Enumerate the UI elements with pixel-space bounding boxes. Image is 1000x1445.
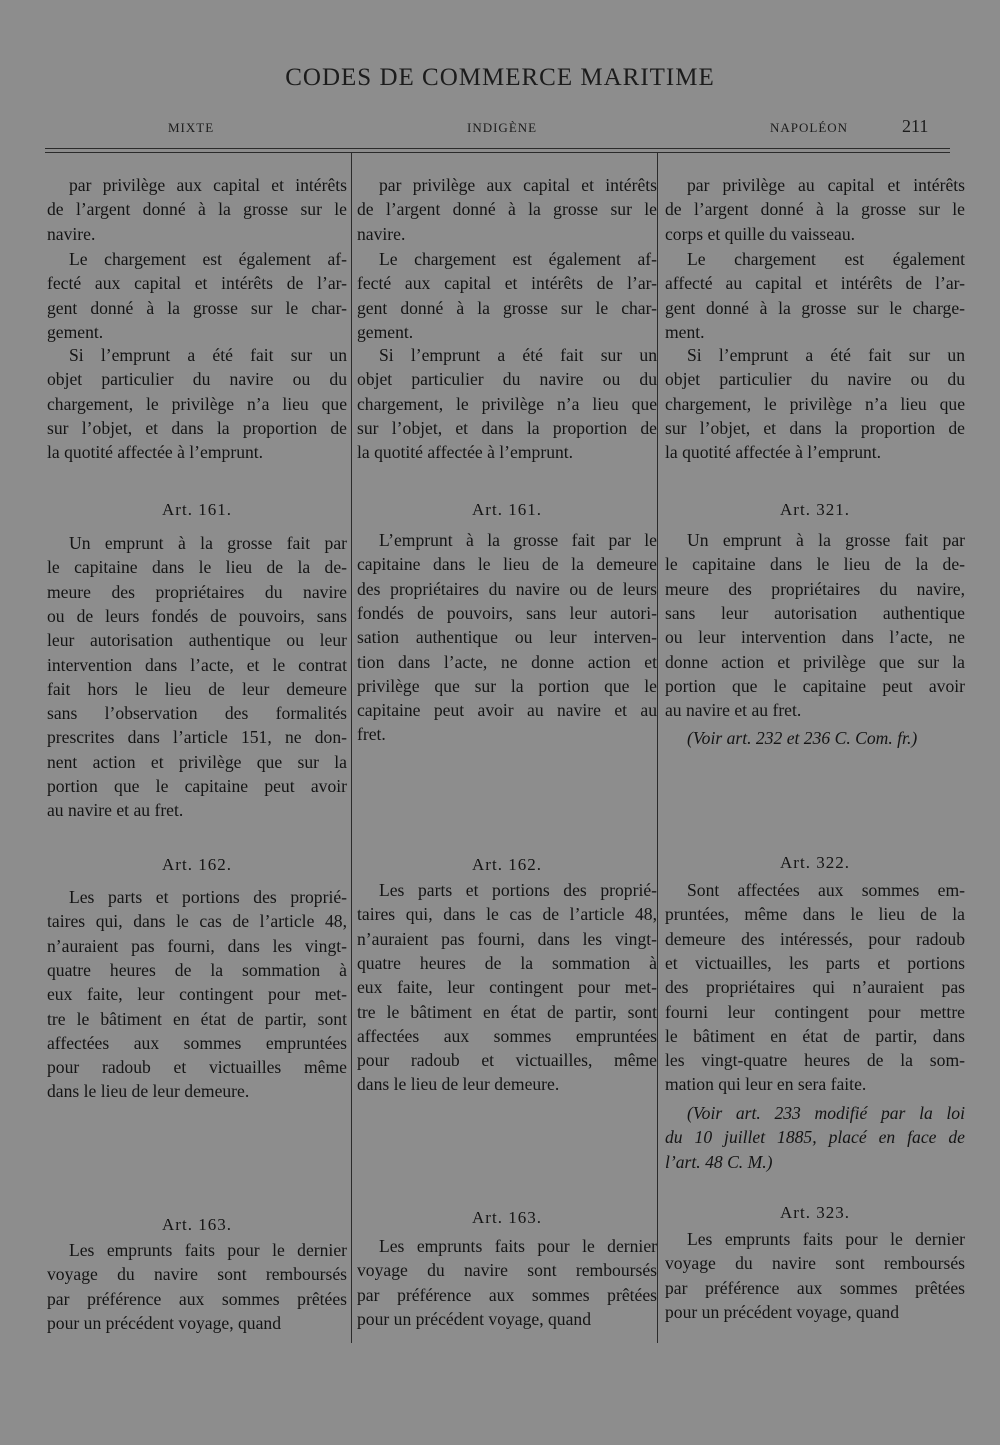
- text-line: fecté aux capital et intérêts de l’ar-: [47, 273, 347, 294]
- text-line: la quotité affectée à l’emprunt.: [357, 442, 574, 463]
- text-line: voyage du navire sont remboursés: [357, 1260, 657, 1281]
- article-heading: Art. 161.: [162, 500, 232, 519]
- text-line: capitaine peut avoir au navire et au: [357, 700, 657, 721]
- text-line: ou de leurs fondés de pouvoirs, sans: [47, 605, 347, 626]
- column-heading-mixte: MIXTE: [168, 120, 215, 135]
- citation-note-line: l’art. 48 C. M.): [665, 1151, 773, 1172]
- text-line: dans le lieu de leur demeure.: [357, 1074, 560, 1095]
- text-line: sans leur autorisation authentique: [665, 602, 965, 623]
- text-line: ment.: [665, 321, 705, 342]
- text-line: nent action et privilège que sur la: [47, 751, 347, 772]
- text-line: n’auraient pas fourni, dans les vingt-: [357, 928, 657, 949]
- text-line: voyage du navire sont remboursés: [47, 1264, 347, 1285]
- text-line: objet particulier du navire ou du: [357, 369, 657, 390]
- article-heading: Art. 322.: [780, 853, 850, 872]
- text-line: par privilège aux capital et intérêts: [379, 175, 657, 195]
- text-line: pour un précédent voyage, quand: [47, 1312, 282, 1333]
- text-line: pour un précédent voyage, quand: [665, 1301, 900, 1322]
- text-line: au navire et au fret.: [47, 800, 184, 821]
- text-line: Si l’emprunt a été fait sur un: [687, 345, 965, 365]
- text-line: de l’argent donné à la grosse sur le: [665, 199, 965, 220]
- text-line: capitaine dans le lieu de la demeure: [357, 554, 657, 575]
- text-line: de l’argent donné à la grosse sur le: [47, 199, 347, 220]
- text-line: meure des propriétaires du navire,: [665, 578, 965, 599]
- text-line: fecté aux capital et intérêts de l’ar-: [357, 273, 657, 294]
- header-rule-bottom: [45, 152, 950, 153]
- article-heading: Art. 162.: [162, 855, 232, 874]
- text-line: tre le bâtiment en état de partir, sont: [357, 1001, 657, 1022]
- text-line: Le chargement est également: [687, 249, 965, 269]
- text-line: sur l’objet, et dans la proportion de: [665, 417, 965, 438]
- text-line: affectées aux sommes empruntées: [357, 1025, 657, 1046]
- text-line: affectées aux sommes empruntées: [47, 1032, 347, 1053]
- text-line: gent donné à la grosse sur le charge-: [665, 297, 965, 318]
- text-line: dans le lieu de leur demeure.: [47, 1081, 250, 1102]
- text-line: Le chargement est également af-: [69, 249, 347, 269]
- text-line: sans l’observation des formalités: [47, 703, 347, 724]
- text-line: fret.: [357, 724, 386, 745]
- citation-note-line: (Voir art. 232 et 236 C. Com. fr.): [687, 728, 918, 748]
- text-line: au navire et au fret.: [665, 700, 802, 721]
- text-line: voyage du navire sont remboursés: [665, 1253, 965, 1274]
- citation-note-line: du 10 juillet 1885, placé en face de: [665, 1127, 965, 1148]
- text-line: Le chargement est également af-: [379, 249, 657, 269]
- text-line: de l’argent donné à la grosse sur le: [357, 199, 657, 220]
- text-line: le capitaine dans le lieu de la de-: [47, 557, 347, 578]
- text-line: par préférence aux sommes prêtées: [47, 1288, 347, 1309]
- text-line: eux faite, leur contingent pour met-: [47, 984, 347, 1005]
- text-line: Les parts et portions des proprié-: [379, 880, 657, 900]
- text-line: donne action et privilège que sur la: [665, 651, 965, 672]
- text-line: le bâtiment en état de partir, dans: [665, 1025, 965, 1046]
- text-line: chargement, le privilège n’a lieu que: [47, 393, 347, 414]
- text-line: L’emprunt à la grosse fait par le: [379, 530, 657, 550]
- text-line: gent donné à la grosse sur le char-: [47, 297, 347, 318]
- text-line: chargement, le privilège n’a lieu que: [357, 393, 657, 414]
- column-heading-indigene: INDIGÈNE: [467, 120, 538, 135]
- text-line: pour un précédent voyage, quand: [357, 1308, 592, 1329]
- text-line: tion dans l’acte, ne donne action et: [357, 651, 657, 672]
- text-line: taires qui, dans le cas de l’article 48,: [47, 911, 347, 932]
- text-line: quatre heures de la sommation à: [47, 959, 347, 980]
- text-line: objet particulier du navire ou du: [47, 369, 347, 390]
- text-line: Si l’emprunt a été fait sur un: [379, 345, 657, 365]
- text-line: par préférence aux sommes prêtées: [665, 1277, 965, 1298]
- text-line: gement.: [357, 321, 414, 342]
- text-line: tre le bâtiment en état de partir, sont: [47, 1008, 347, 1029]
- text-line: fait hors le lieu de leur demeure: [47, 678, 347, 699]
- text-line: navire.: [47, 223, 96, 244]
- citation-note-line: (Voir art. 233 modifié par la loi: [687, 1103, 965, 1123]
- text-line: la quotité affectée à l’emprunt.: [665, 442, 882, 463]
- article-heading: Art. 162.: [472, 855, 542, 874]
- text-line: Les parts et portions des proprié-: [69, 887, 347, 907]
- text-line: portion que le capitaine peut avoir: [47, 776, 347, 796]
- header-rule-top: [45, 148, 950, 149]
- text-line: pruntées, même dans le lieu de la: [665, 904, 965, 925]
- text-line: pour radoub et victuailles, même: [357, 1050, 657, 1071]
- text-line: taires qui, dans le cas de l’article 48,: [357, 904, 657, 925]
- text-line: Les emprunts faits pour le dernier: [687, 1229, 965, 1249]
- column-divider-1: [351, 153, 352, 1343]
- text-line: demeure des intéressés, pour radoub: [665, 928, 965, 949]
- page-number: 211: [902, 116, 929, 136]
- text-line: prescrites dans l’article 151, ne don-: [47, 727, 347, 748]
- text-line: fourni leur contingent pour mettre: [665, 1001, 965, 1022]
- article-heading: Art. 161.: [472, 500, 542, 519]
- text-line: ou leur intervention dans l’acte, ne: [665, 627, 965, 648]
- text-line: Les emprunts faits pour le dernier: [379, 1236, 657, 1256]
- column-divider-2: [657, 153, 658, 1343]
- text-line: corps et quille du vaisseau.: [665, 223, 856, 244]
- article-heading: Art. 163.: [472, 1208, 542, 1227]
- text-line: gement.: [47, 321, 104, 342]
- text-line: portion que le capitaine peut avoir: [665, 675, 965, 696]
- text-line: sur l’objet, et dans la proportion de: [357, 417, 657, 438]
- text-line: n’auraient pas fourni, dans les vingt-: [47, 935, 347, 956]
- text-line: des propriétaires du navire ou de leurs: [357, 578, 657, 599]
- text-line: eux faite, leur contingent pour met-: [357, 977, 657, 998]
- text-line: sation authentique ou leur interven-: [357, 627, 657, 648]
- text-line: Si l’emprunt a été fait sur un: [69, 345, 347, 365]
- text-line: objet particulier du navire ou du: [665, 369, 965, 390]
- article-heading: Art. 321.: [780, 500, 850, 519]
- text-line: meure des propriétaires du navire: [47, 581, 347, 602]
- text-line: gent donné à la grosse sur le char-: [357, 297, 657, 318]
- text-line: les vingt-quatre heures de la som-: [665, 1050, 965, 1071]
- article-heading: Art. 323.: [780, 1203, 850, 1222]
- text-line: Sont affectées aux sommes em-: [687, 880, 965, 900]
- text-line: intervention dans l’acte, et le contrat: [47, 654, 347, 675]
- text-line: le capitaine dans le lieu de la de-: [665, 554, 965, 575]
- text-line: pour radoub et victuailles même: [47, 1057, 347, 1078]
- text-line: Un emprunt à la grosse fait par: [69, 533, 347, 553]
- article-heading: Art. 163.: [162, 1215, 232, 1234]
- text-line: mation qui leur en sera faite.: [665, 1074, 867, 1095]
- text-line: privilège que sur la portion que le: [357, 675, 657, 696]
- text-line: quatre heures de la sommation à: [357, 952, 657, 973]
- text-line: chargement, le privilège n’a lieu que: [665, 393, 965, 414]
- text-line: par privilège aux capital et intérêts: [69, 175, 347, 195]
- text-line: par privilège au capital et intérêts: [687, 175, 965, 195]
- text-line: leur autorisation authentique ou leur: [47, 630, 347, 651]
- text-line: et victuailles, les parts et portions: [665, 952, 965, 973]
- text-line: par préférence aux sommes prêtées: [357, 1284, 657, 1305]
- column-heading-napoleon: NAPOLÉON: [770, 120, 849, 135]
- text-line: Un emprunt à la grosse fait par: [687, 530, 965, 550]
- text-line: fondés de pouvoirs, sans leur autori-: [357, 602, 657, 623]
- text-line: affecté au capital et intérêts de l’ar-: [665, 273, 965, 294]
- text-line: sur l’objet, et dans la proportion de: [47, 417, 347, 438]
- text-line: la quotité affectée à l’emprunt.: [47, 442, 264, 463]
- page-title: CODES DE COMMERCE MARITIME: [285, 64, 715, 91]
- text-line: Les emprunts faits pour le dernier: [69, 1240, 347, 1260]
- text-line: des propriétaires qui n’auraient pas: [665, 977, 965, 998]
- text-line: navire.: [357, 223, 406, 244]
